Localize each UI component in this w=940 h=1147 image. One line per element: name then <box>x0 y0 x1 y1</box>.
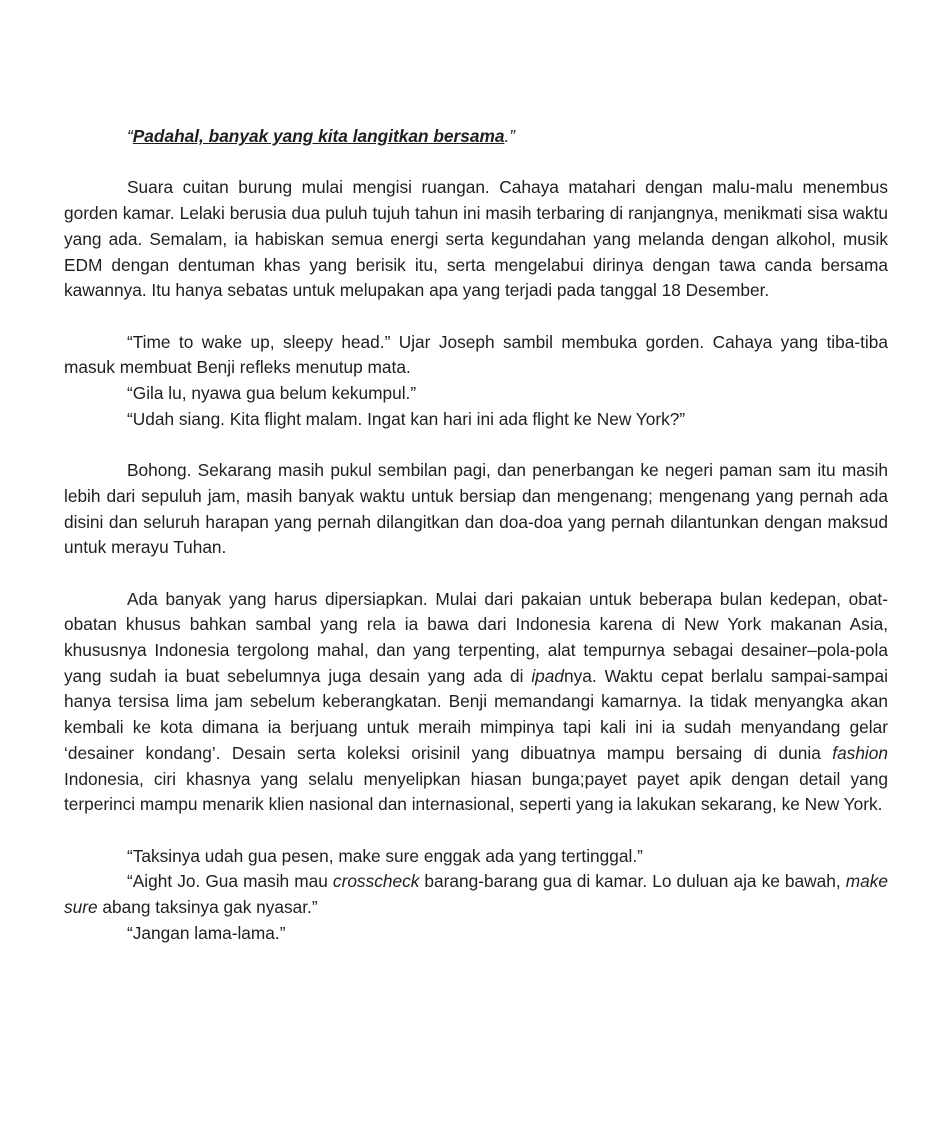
paragraph-6-italic-ipad: ipad <box>531 665 565 686</box>
paragraph-4: “Udah siang. Kita flight malam. Ingat kan hari ini ada flight ke New York?” <box>127 408 686 429</box>
paragraph-8-italic-crosscheck: crosscheck <box>332 871 420 892</box>
spacer <box>64 304 888 330</box>
paragraph-8 <box>64 869 888 920</box>
spacer <box>64 561 888 587</box>
paragraph-6-italic-fashion: fashion <box>832 742 888 763</box>
paragraph-6-part-c: nya. Waktu cepat berlalu sampai-sampai hanya tersisa lima jam sebelum keberangkatan. Benji memandangi kamarnya. Ia tidak menyangka akan kembali ke kota dimana ia berjuang untuk meraih mimpinya tapi kali ini ia sudah menyandang gelar ‘desainer kondang’. Desain serta koleksi orisinil yang dibuatnya mampu bersaing di dunia <box>64 665 888 763</box>
document-body <box>64 124 888 946</box>
title-open-quote: “ <box>127 126 133 146</box>
title-line <box>64 124 888 150</box>
paragraph-9: “Jangan lama-lama.” <box>127 922 286 943</box>
paragraph-2: “Time to wake up, sleepy head.” Ujar Joseph sambil membuka gorden. Cahaya yang tiba-tiba masuk membuat Benji refleks menutup mata. <box>64 331 888 378</box>
paragraph-8-part-a: “Aight Jo. Gua masih mau <box>127 871 333 892</box>
spacer <box>64 150 888 176</box>
paragraph-3: “Gila lu, nyawa gua belum kekumpul.” <box>127 383 417 403</box>
paragraph-6-part-a: Ada banyak yang harus dipersiapkan. Mulai dari pakaian untuk beberapa bulan kedepan, obat-obatan khusus bahkan sambal yang rela ia bawa dari Indonesia karena di New York makanan Asia, khususnya Indonesia tergolong mahal, dan yang terpenting, alat tempurnya sebagai desainer–pola-pola yang sudah ia buat sebelumnya juga desain yang ada di <box>64 588 888 686</box>
paragraph-1: Suara cuitan burung mulai mengisi ruangan. Cahaya matahari dengan malu-malu menembus gorden kamar. Lelaki berusia dua puluh tujuh tahun ini masih terbaring di ranjangnya, menikmati sisa waktu yang ada. Semalam, ia habiskan semua energi serta kegundahan yang melanda dengan alkohol, musik EDM dengan dentuman khas yang berisik itu, serta mengelabui dirinya dengan tawa canda bersama kawannya. Itu hanya sebatas untuk melupakan apa yang terjadi pada tanggal 18 Desember. <box>64 177 888 301</box>
paragraph-7: “Taksinya udah gua pesen, make sure enggak ada yang tertinggal.” <box>127 845 643 866</box>
paragraph-8-part-e: abang taksinya gak nyasar.” <box>97 897 318 918</box>
paragraph-6 <box>64 587 888 818</box>
paragraph-6-part-e: Indonesia, ciri khasnya yang selalu menyelipkan hiasan bunga;payet payet apik dengan detail yang terperinci mampu menarik klien nasional dan internasional, seperti yang ia lakukan sekarang, ke New York. <box>64 768 888 815</box>
spacer <box>64 818 888 844</box>
title-close-quote: .” <box>504 126 516 146</box>
paragraph-5: Bohong. Sekarang masih pukul sembilan pagi, dan penerbangan ke negeri paman sam itu masih lebih dari sepuluh jam, masih banyak waktu untuk bersiap dan mengenang; mengenang yang pernah ada disini dan seluruh harapan yang pernah dilangitkan dan doa-doa yang pernah dilantunkan dengan maksud untuk merayu Tuhan. <box>64 460 888 558</box>
paragraph-8-italic-make-sure: make sure <box>64 871 888 918</box>
paragraph-8-part-c: barang-barang gua di kamar. Lo duluan aja ke bawah, <box>419 871 846 892</box>
spacer <box>64 432 888 458</box>
title-link[interactable]: Padahal, banyak yang kita langitkan bersama <box>132 126 505 146</box>
